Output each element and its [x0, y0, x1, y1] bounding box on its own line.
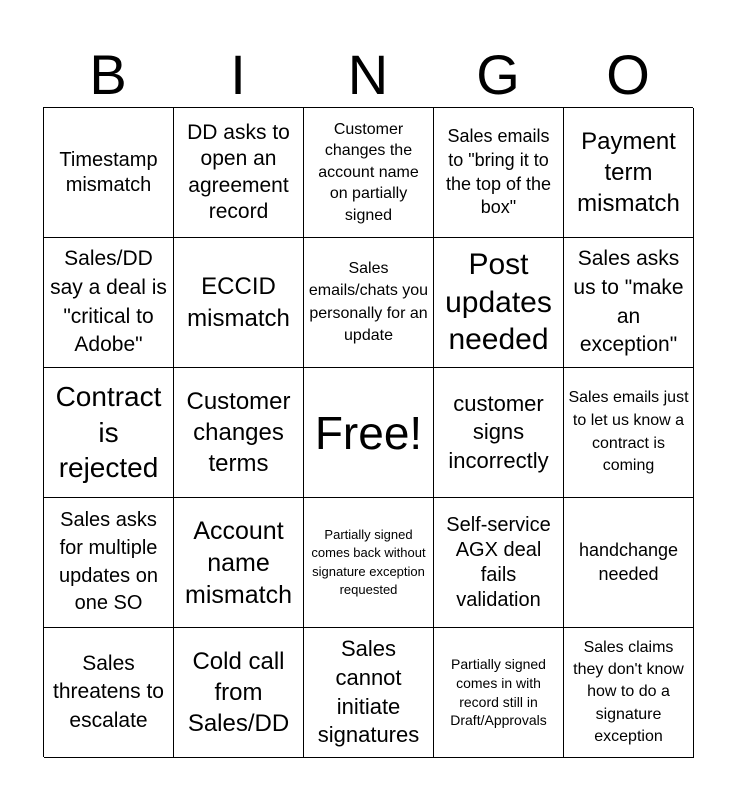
bingo-cell[interactable]: [434, 498, 564, 628]
cell-text: customer signs incorrectly: [448, 390, 549, 473]
cell-text: Account name mismatch: [185, 516, 292, 609]
bingo-cell[interactable]: [434, 238, 564, 368]
cell-text: Partially signed comes in with record still in Draft/Approvals: [450, 655, 547, 729]
cell-text: Sales emails/chats you personally for an update: [308, 259, 429, 344]
bingo-cell[interactable]: [44, 368, 174, 498]
header-letter-o: O: [606, 43, 650, 106]
cell-text: Sales threatens to escalate: [53, 651, 164, 732]
bingo-cell[interactable]: [434, 108, 564, 238]
bingo-header: [43, 40, 693, 110]
cell-text: Post updates needed: [445, 248, 552, 357]
bingo-cell[interactable]: [304, 238, 434, 368]
free-space[interactable]: [304, 368, 434, 498]
bingo-cell[interactable]: [564, 368, 694, 498]
cell-text: Customer changes the account name on partially signed: [318, 120, 419, 224]
cell-text: Sales claims they don't know how to do a signature exception: [573, 639, 684, 745]
bingo-cell[interactable]: [304, 628, 434, 758]
header-letter-n: N: [347, 43, 389, 106]
bingo-cell[interactable]: [174, 238, 304, 368]
cell-text: DD asks to open an agreement record: [187, 121, 290, 223]
cell-text: Sales asks us to "make an exception": [573, 246, 684, 357]
bingo-board: [43, 107, 693, 757]
cell-text: Customer changes terms: [186, 387, 291, 478]
cell-text: Self-service AGX deal fails validation: [446, 513, 551, 611]
cell-text: Sales emails just to let us know a contract is coming: [568, 389, 689, 475]
bingo-cell[interactable]: [304, 498, 434, 628]
bingo-cell[interactable]: [44, 108, 174, 238]
bingo-cell[interactable]: [434, 368, 564, 498]
bingo-cell[interactable]: [434, 628, 564, 758]
cell-text: Contract is rejected: [55, 380, 162, 484]
bingo-cell[interactable]: [44, 498, 174, 628]
bingo-cell[interactable]: [304, 108, 434, 238]
cell-text: Partially signed comes back without signature exception requested: [311, 526, 426, 597]
bingo-cell[interactable]: [564, 238, 694, 368]
bingo-cell[interactable]: [44, 628, 174, 758]
bingo-cell[interactable]: [44, 238, 174, 368]
header-letter-b: B: [89, 43, 127, 106]
cell-text: ECCID mismatch: [187, 273, 290, 332]
bingo-cell[interactable]: [174, 498, 304, 628]
header-letter-g: G: [476, 43, 520, 106]
cell-text: handchange needed: [578, 539, 679, 584]
cell-text: Free!: [314, 406, 423, 459]
cell-text: Payment term mismatch: [577, 127, 680, 218]
cell-text: Cold call from Sales/DD: [187, 647, 290, 738]
bingo-cell[interactable]: [564, 108, 694, 238]
header-letter-i: I: [230, 43, 246, 106]
cell-text: Sales emails to "bring it to the top of the box": [445, 125, 552, 218]
cell-text: Sales asks for multiple updates on one SO: [59, 509, 158, 615]
bingo-cell[interactable]: [174, 108, 304, 238]
cell-text: Timestamp mismatch: [59, 149, 158, 196]
bingo-cell[interactable]: [564, 498, 694, 628]
bingo-cell[interactable]: [174, 368, 304, 498]
cell-text: Sales/DD say a deal is "critical to Adobe": [50, 246, 167, 357]
bingo-cell[interactable]: [174, 628, 304, 758]
cell-text: Sales cannot initiate signatures: [317, 636, 420, 748]
bingo-cell[interactable]: [564, 628, 694, 758]
